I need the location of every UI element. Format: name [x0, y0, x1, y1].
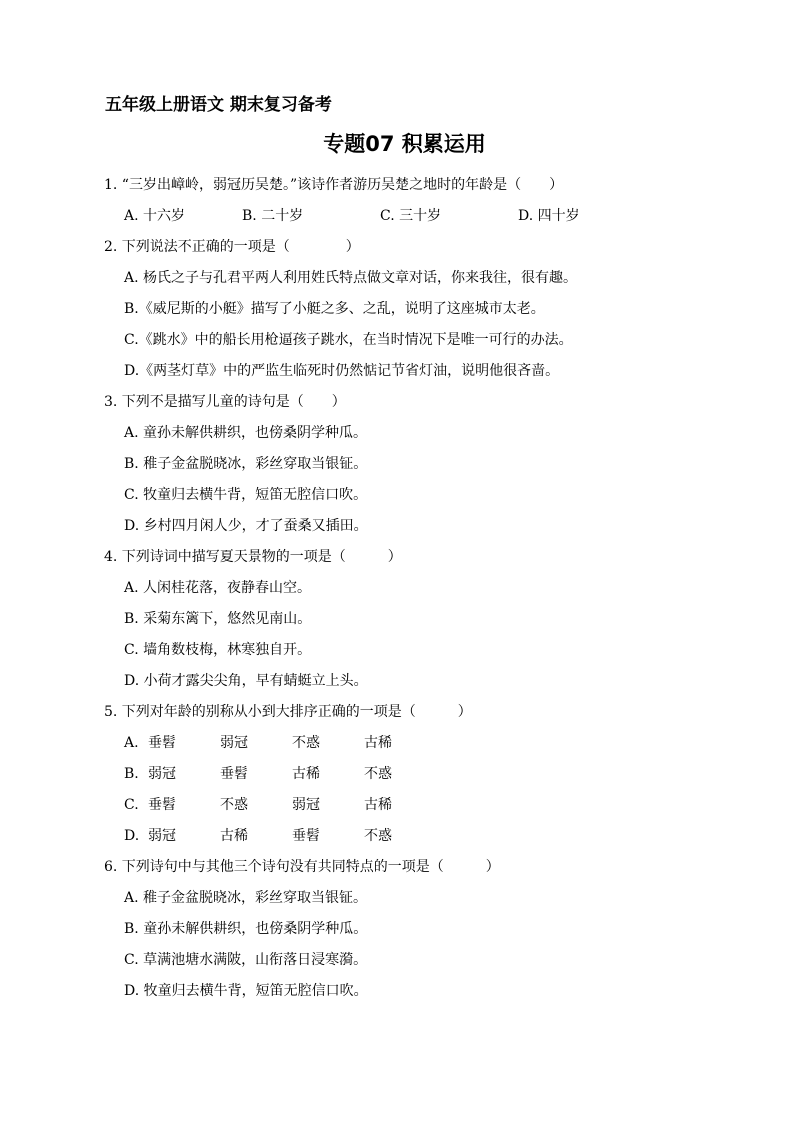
question-4	[104, 542, 724, 697]
option-letter: A.	[124, 735, 139, 751]
age-term: 垂髫	[292, 828, 320, 844]
age-term: 不惑	[364, 766, 392, 782]
option-d: D. 乡村四月闲人少，才了蚕桑又插田。	[124, 518, 368, 534]
age-term: 弱冠	[148, 828, 176, 844]
age-term: 垂髫	[220, 766, 248, 782]
question-stem: 1. “三岁出嶂岭，弱冠历吴楚。”该诗作者游历吴楚之地时的年龄是（ ）	[104, 177, 564, 193]
option-a: A. 人闲桂花落，夜静春山空。	[124, 580, 312, 596]
option-d: D.《两茎灯草》中的严监生临死时仍然惦记节省灯油，说明他很吝啬。	[124, 363, 560, 379]
age-term: 不惑	[220, 797, 248, 813]
document-header: 五年级上册语文 期末复习备考	[105, 95, 332, 115]
option-d: D. 小荷才露尖尖角，早有蜻蜓立上头。	[124, 673, 368, 689]
question-2	[104, 232, 724, 387]
option-b	[104, 759, 724, 790]
option-letter: C.	[124, 797, 139, 813]
option-c: C. 草满池塘水满陂，山衔落日浸寒漪。	[124, 952, 368, 968]
option-a: A. 杨氏之子与孔君平两人利用姓氏特点做文章对话，你来我往，很有趣。	[124, 270, 578, 286]
option-b: B.《威尼斯的小艇》描写了小艇之多、之乱，说明了这座城市太老。	[124, 301, 545, 317]
age-term: 不惑	[292, 735, 320, 751]
age-term: 垂髫	[148, 797, 176, 813]
question-list	[104, 170, 724, 1007]
question-stem: 4. 下列诗词中描写夏天景物的一项是（ ）	[104, 549, 402, 565]
option-a: A. 童孙未解供耕织，也傍桑阴学种瓜。	[124, 425, 368, 441]
age-term: 古稀	[220, 828, 248, 844]
age-term: 古稀	[292, 766, 320, 782]
option-a: A. 稚子金盆脱晓冰，彩丝穿取当银钲。	[124, 890, 368, 906]
option-c: C.《跳水》中的船长用枪逼孩子跳水，在当时情况下是唯一可行的办法。	[124, 332, 573, 348]
option-c	[104, 790, 724, 821]
age-term: 不惑	[364, 828, 392, 844]
age-term: 垂髫	[148, 735, 176, 751]
age-term: 弱冠	[292, 797, 320, 813]
option-letter: B.	[124, 766, 139, 782]
age-term: 弱冠	[220, 735, 248, 751]
option-d: D. 四十岁	[518, 208, 580, 224]
option-d: D. 牧童归去横牛背，短笛无腔信口吹。	[124, 983, 368, 999]
option-d	[104, 821, 724, 852]
age-term: 古稀	[364, 797, 392, 813]
page-title: 专题07 积累运用	[323, 132, 486, 156]
option-a: A. 十六岁	[124, 208, 186, 224]
question-3	[104, 387, 724, 542]
age-term: 古稀	[364, 735, 392, 751]
question-5	[104, 697, 724, 852]
option-c: C. 墙角数枝梅，林寒独自开。	[124, 642, 312, 658]
option-b: B. 二十岁	[242, 208, 304, 224]
option-c: C. 牧童归去横牛背，短笛无腔信口吹。	[124, 487, 368, 503]
option-letter: D.	[124, 828, 140, 844]
age-term: 弱冠	[148, 766, 176, 782]
option-row	[104, 201, 724, 232]
question-1	[104, 170, 724, 232]
question-stem: 5. 下列对年龄的别称从小到大排序正确的一项是（ ）	[104, 704, 472, 720]
option-c: C. 三十岁	[380, 208, 442, 224]
option-b: B. 童孙未解供耕织，也傍桑阴学种瓜。	[124, 921, 368, 937]
question-stem: 2. 下列说法不正确的一项是（ ）	[104, 239, 360, 255]
question-6	[104, 852, 724, 1007]
option-b: B. 采菊东篱下，悠然见南山。	[124, 611, 312, 627]
question-stem: 6. 下列诗句中与其他三个诗句没有共同特点的一项是（ ）	[104, 859, 500, 875]
option-a	[104, 728, 724, 759]
option-b: B. 稚子金盆脱晓冰，彩丝穿取当银钲。	[124, 456, 368, 472]
question-stem: 3. 下列不是描写儿童的诗句是（ ）	[104, 394, 346, 410]
